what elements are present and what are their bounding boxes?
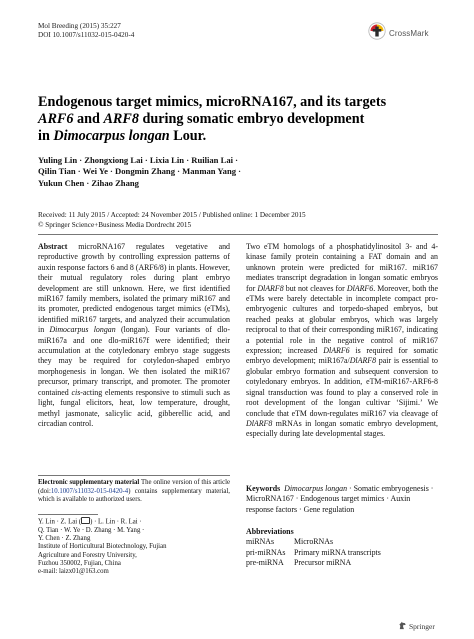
abbreviation-row — [246, 548, 381, 558]
abbreviation-term: pre-miRNA — [246, 557, 284, 567]
abstract-body: microRNA167 regulates vegetative and reproductive growth by controlling expression patterns of auxin response factors 6 and 8 (ARF6/8) in plants. However, their mutual regulatory roles during plant embryo development are still unknown. Here, we first identified miR167 family members, isolated the primary miR167 and its promoter, predicted endogenous target mimics (eTMs), identified miR167 targets, and analyzed their accumulation in — [38, 242, 230, 335]
authors-line: Yukun Chen · Zihao Zhang — [38, 177, 139, 188]
electronic-supplementary-material — [38, 479, 230, 505]
article-doi: DOI 10.1007/s11032-015-0420-4 — [38, 31, 135, 39]
abstract-body: mRNAs in longan somatic embryo development, especially during late developmental stages. — [246, 418, 438, 439]
received-accepted-published: Received: 11 July 2015 / Accepted: 24 November 2015 / Published online: 1 December 2015 — [38, 211, 306, 219]
abstract-species: Dimocarpus longan — [49, 325, 116, 335]
abstract-body: but not cleaves for — [283, 283, 347, 293]
title-species: Dimocarpus longan — [53, 128, 170, 144]
esm-text: The online version of this article (doi: — [38, 479, 230, 495]
springer-horse-icon — [398, 621, 407, 632]
abbreviations-table — [246, 537, 381, 568]
abstract-label: Abstract — [38, 242, 68, 251]
title-text: Lour. — [169, 128, 207, 144]
abbreviation-row — [246, 558, 381, 568]
affiliation-authors: Y. Lin · Z. Lai ( — [38, 518, 82, 526]
abstract-body: Two eTM homologs of a phosphatidylinositol 3- and 4-kinase family protein containing a FAT domain and an unknown protein were predicted for miR167. miR167 mediates transcript degradation in longan somatic embryos for — [246, 242, 438, 293]
crossmark-label: CrossMark — [389, 29, 429, 38]
title-line-1: Endogenous target mimics, microRNA167, and its targets — [38, 94, 387, 110]
keyword-species: Dimocarpus longan — [284, 484, 348, 493]
abstract-text — [38, 242, 230, 429]
affiliation-line: Y. Chen · Z. Zhang — [38, 535, 91, 543]
crossmark-badge[interactable] — [368, 22, 429, 45]
affiliation-email[interactable]: e-mail: laizx01@163.com — [38, 568, 109, 576]
gene-name: DlARF6 — [323, 346, 350, 356]
crossmark-icon — [368, 22, 386, 45]
affiliation-line — [38, 517, 230, 527]
abbreviation-meaning: Primary miRNA transcripts — [294, 547, 381, 557]
abstract-body: . Moreover, both the eTMs were barely detectable in incomplete compact pro-embryogenic cultures and torpedo-shaped embryos, but reached peaks at globular embryos, which was largely reciprocal to that of their corresponding miR167, indicating a potential role in the negative control of miR167 expression; increased — [246, 283, 438, 356]
author-affiliation — [38, 517, 230, 577]
header-divider — [38, 234, 438, 235]
abstract-continued — [246, 242, 438, 440]
publisher-footer — [398, 621, 435, 632]
article-title — [38, 94, 433, 145]
affiliation-authors: ) · L. Lin · R. Lai · — [90, 518, 142, 526]
title-line-3 — [38, 128, 433, 145]
esm-doi-link[interactable]: 10.1007/s11032-015-0420-4 — [50, 487, 129, 495]
authors-line: Yuling Lin · Zhongxiong Lai · Lixia Lin · Ruilian Lai · — [38, 155, 239, 165]
abstract-continued-text — [246, 242, 438, 440]
authors-line: Qilin Tian · Wei Ye · Dongmin Zhang · Manman Yang · — [38, 166, 242, 177]
esm-label: Electronic supplementary material — [38, 479, 140, 486]
gene-name: DlARF6 — [346, 283, 374, 293]
abstract-body: -acting elements responsive to stimuli such as light, fungal elicitors, heat, low temperature, drought, methyl jasmonate, salicylic acid, gibberellic acid, and circadian control. — [38, 387, 230, 428]
abbreviation-term: miRNAs — [246, 537, 275, 547]
title-line-2 — [38, 111, 433, 128]
affiliation-institute: Institute of Horticultural Biotechnology, Fujian — [38, 543, 167, 551]
abbreviation-meaning: Precursor miRNA — [294, 557, 352, 567]
gene-name: DlARF8 — [349, 356, 377, 366]
keywords — [246, 484, 438, 515]
abstract-body: pair is essential to globular embryo formation and subsequent conversion to cotyledonary embryos. In addition, eTM-miR167-ARF6-8 signal transduction was found to play a conserved role in root development of the longan cultivar ‘Sijimi.’ We conclude that eTM down-regulates miR167 via cleavage of — [246, 356, 438, 418]
abstract-italic: cis — [71, 387, 81, 397]
affiliation-divider — [38, 514, 98, 515]
journal-header — [38, 22, 134, 40]
affiliation-line: Q. Tian · W. Ye · D. Zhang · M. Yang · — [38, 526, 145, 534]
springer-logo-text: Springer — [409, 622, 435, 631]
abbreviations-label: Abbreviations — [246, 527, 294, 536]
gene-name: DlARF8 — [246, 418, 273, 428]
title-text: and — [73, 111, 104, 127]
author-list — [38, 155, 368, 189]
title-text: during somatic embryo development — [138, 111, 365, 127]
gene-name: DlARF8 — [257, 283, 284, 293]
title-gene-arf8: ARF8 — [103, 111, 139, 127]
abstract — [38, 242, 230, 429]
abbreviation-row — [246, 537, 381, 547]
esm-divider — [38, 475, 230, 476]
abstract-body: is required for somatic embryo development; miR167a/ — [246, 346, 438, 366]
abbreviations — [246, 527, 438, 568]
publication-dates — [38, 211, 438, 230]
keywords-list: · Somatic embryogenesis · MicroRNA167 · Endogenous target mimics · Auxin response factors · Gene regulation — [246, 484, 434, 514]
title-gene-arf6: ARF6 — [38, 111, 74, 127]
affiliation-address: Fuzhou 350002, Fujian, China — [38, 559, 121, 567]
abbreviation-term: pri-miRNAs — [246, 547, 286, 557]
envelope-icon[interactable] — [81, 517, 90, 524]
keywords-label: Keywords — [246, 484, 281, 493]
title-text: in — [38, 128, 54, 144]
abstract-body: (longan). Four variants of dlo-miR167a and one dlo-miR167f were identified; their accumulation at the cotyledonary embryo stage suggests they may be required for cotyledon-shaped embryo morphogenesis in longan. We then isolated the miR167 precursor, primary transcript, and promoter. The promoter contained — [38, 325, 230, 397]
journal-citation: Mol Breeding (2015) 35:227 — [38, 22, 121, 30]
affiliation-institute: Agriculture and Forestry University, — [38, 551, 137, 559]
abbreviation-meaning: MicroRNAs — [294, 537, 334, 547]
copyright: © Springer Science+Business Media Dordrecht 2015 — [38, 220, 192, 229]
esm-text: ) contains supplementary material, which is available to authorized users. — [38, 487, 230, 504]
